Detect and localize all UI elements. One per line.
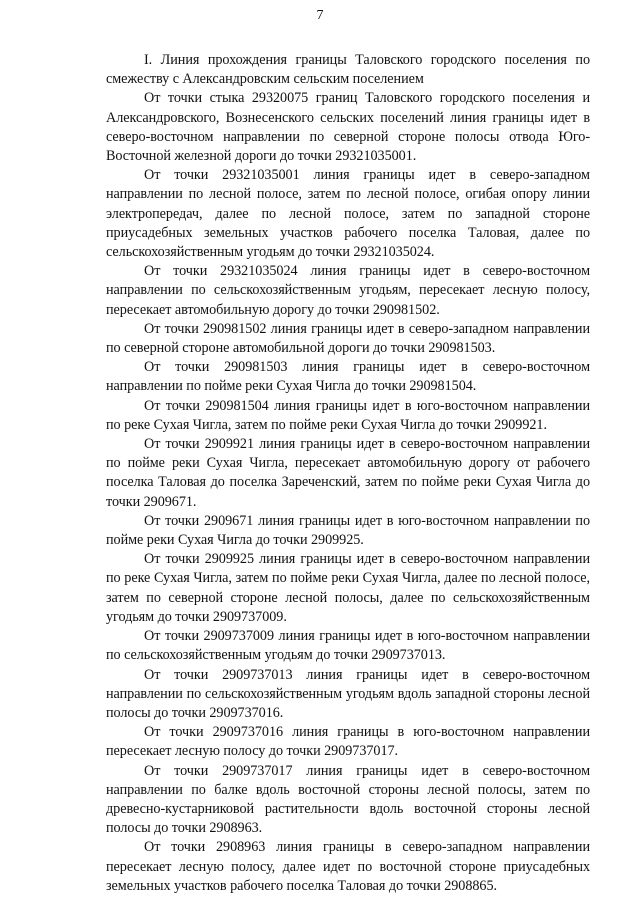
paragraph: От точки 2908963 линия границы в северо-западном направлении пересекает лесную полосу, далее идет по восточной стороне приусадебных земельных участков рабочего поселка Таловая до точки 2908865.	[106, 839, 590, 894]
paragraph: От точки 290981504 линия границы идет в юго-восточном направлении по реке Сухая Чигла, затем по пойме реки Сухая Чигла до точки 2909921.	[106, 397, 590, 433]
paragraph: От точки 29321035024 линия границы идет в северо-восточном направлении по сельскохозяйственным угодьям, пересекает лесную полосу, пересекает автомобильную дорогу до точки 290981502.	[106, 263, 590, 318]
paragraph: От точки 290981502 линия границы идет в северо-западном направлении по северной стороне автомобильной дороги до точки 290981503.	[106, 320, 590, 357]
paragraph: От точки 29321035001 линия границы идет в северо-западном направлении по лесной полосе, затем по лесной полосе, огибая опору линии электропередач, далее по лесной полосе, затем по западной стороне приусадебных земельных участков рабочего поселка Таловая, далее по сельскохозяйственным угодьям до точки 29321035024.	[106, 167, 590, 261]
section-heading: I. Линия прохождения границы Таловского городского поселения по смежеству с Александровским сельским поселением	[106, 52, 590, 88]
page-number: 7	[316, 8, 324, 23]
document-body	[106, 51, 590, 896]
paragraph: От точки 2909737009 линия границы идет в юго-восточном направлении по сельскохозяйственным угодьям до точки 2909737013.	[106, 628, 590, 664]
paragraph: От точки стыка 29320075 границ Таловского городского поселения и Александровского, Вознесенского сельских поселений линия границы идет в северо-восточном направлении по северной стороне полосы отвода Юго-Восточной железной дороги до точки 29321035001.	[106, 90, 590, 165]
paragraph: От точки 2909737016 линия границы в юго-восточном направлении пересекает лесную полосу до точки 2909737017.	[106, 724, 590, 760]
paragraph: От точки 2909671 линия границы идет в юго-восточном направлении по пойме реки Сухая Чигла до точки 2909925.	[106, 512, 590, 549]
paragraph: От точки 2909925 линия границы идет в северо-восточном направлении по реке Сухая Чигла, затем по пойме реки Сухая Чигла, далее по лесной полосе, затем по северной стороне лесной полосы, далее по сельскохозяйственным угодьям до точки 2909737009.	[106, 551, 590, 625]
paragraph: От точки 2909737017 линия границы идет в северо-восточном направлении по балке вдоль восточной стороны лесной полосы, затем по древесно-кустарниковой растительности вдоль восточной стороны лесной полосы до точки 2908963.	[106, 762, 590, 837]
paragraph: От точки 2909737013 линия границы идет в северо-восточном направлении по сельскохозяйственным угодьям вдоль западной стороны лесной полосы до точки 2909737016.	[106, 666, 590, 721]
paragraph: От точки 290981503 линия границы идет в северо-восточном направлении по пойме реки Сухая Чигла до точки 290981504.	[106, 359, 590, 395]
paragraph: От точки 2909921 линия границы идет в северо-восточном направлении по пойме реки Сухая Чигла, пересекает автомобильную дорогу от рабочего поселка Таловая до поселка Зареченский, затем по пойме реки Сухая Чигла до точки 2909671.	[106, 436, 590, 510]
